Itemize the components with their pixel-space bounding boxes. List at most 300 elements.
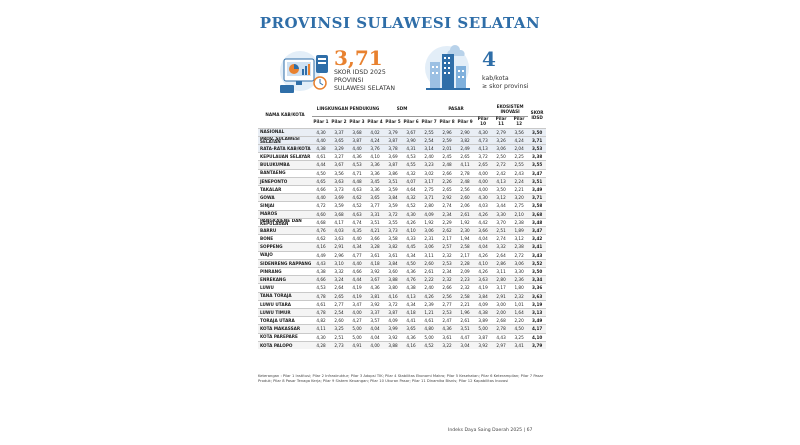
pillar-value: 4,19 (348, 284, 366, 292)
pillar-value: 3,78 (384, 144, 402, 152)
pillar-value: 3,61 (384, 251, 402, 259)
group-header: SDM (384, 104, 420, 116)
pillar-value: 2,51 (492, 226, 510, 234)
pillar-header: Pilar 10 (477, 116, 489, 126)
pillar-value: 3,51 (384, 177, 402, 185)
page-title: PROVINSI SULAWESI SELATAN (259, 14, 541, 32)
pillar-value: 4,10 (474, 259, 492, 267)
table-row (258, 267, 546, 275)
table-row (258, 292, 546, 300)
pillar-value: 2,56 (456, 185, 474, 193)
pillar-value: 2,17 (456, 251, 474, 259)
pillar-value: 2,24 (510, 177, 528, 185)
pillar-value: 2,32 (510, 292, 528, 300)
pillar-value: 4,73 (474, 136, 492, 144)
pillar-value: 4,09 (420, 210, 438, 218)
pillar-value: 2,22 (420, 276, 438, 284)
pillar-value: 4,31 (402, 144, 420, 152)
pillar-value: 4,27 (348, 317, 366, 325)
pillar-value: 3,69 (330, 194, 348, 202)
pillar-value: 4,32 (402, 194, 420, 202)
pillar-value: 4,82 (312, 317, 330, 325)
pillar-value: 4,61 (420, 317, 438, 325)
pillar-value: 1,96 (456, 308, 474, 316)
region-name: KEPULAUAN SELAYAR (260, 153, 311, 159)
idsd-score-value: 3,19 (528, 300, 546, 308)
pillar-value: 3,06 (510, 259, 528, 267)
pillar-value: 4,13 (402, 292, 420, 300)
pillar-value: 2,47 (438, 317, 456, 325)
pillar-value: 3,92 (474, 341, 492, 349)
pillar-value: 4,34 (402, 300, 420, 308)
pillar-value: 4,02 (366, 128, 384, 136)
pillar-value: 3,10 (330, 259, 348, 267)
pillar-value: 4,38 (474, 308, 492, 316)
idsd-score-value: 3,41 (528, 243, 546, 251)
idsd-score-value: 3,34 (528, 276, 546, 284)
pillar-value: 3,32 (492, 243, 510, 251)
pillar-value: 4,18 (402, 308, 420, 316)
table-row (258, 218, 546, 226)
pillar-value: 4,38 (312, 267, 330, 275)
pillar-value: 4,71 (348, 169, 366, 177)
region-name: BARRU (258, 226, 312, 234)
pillar-value: 4,26 (474, 251, 492, 259)
pillar-value: 2,74 (492, 235, 510, 243)
pillar-value: 4,47 (456, 333, 474, 341)
pillar-value: 4,53 (402, 153, 420, 161)
pillar-value: 4,10 (402, 226, 420, 234)
pillar-value: 4,00 (474, 177, 492, 185)
pillar-value: 1,21 (420, 308, 438, 316)
pillar-value: 2,31 (420, 235, 438, 243)
pillar-header: Pilar 3 (349, 118, 365, 124)
pillar-value: 1,92 (456, 218, 474, 226)
pillar-value: 4,36 (402, 267, 420, 275)
region-name: TORAJA UTARA (258, 317, 312, 325)
pillar-value: 4,78 (312, 308, 330, 316)
pillar-value: 2,65 (474, 161, 492, 169)
pillar-value: 3,29 (330, 144, 348, 152)
pillar-value: 2,91 (330, 243, 348, 251)
pillar-value: 3,23 (420, 161, 438, 169)
pillar-value: 4,04 (366, 325, 384, 333)
pillar-value: 3,14 (420, 144, 438, 152)
idsd-score-value: 3,63 (528, 292, 546, 300)
pillar-value: 2,51 (330, 333, 348, 341)
pillar-value: 4,11 (456, 161, 474, 169)
table-row (258, 325, 546, 333)
region-name: WAJO (258, 251, 312, 259)
pillar-value: 3,56 (330, 169, 348, 177)
idsd-score-label (334, 69, 424, 93)
pillar-value: 4,19 (474, 284, 492, 292)
region-name: PINRANG (258, 267, 312, 275)
pillar-value: 4,80 (420, 325, 438, 333)
pillar-value: 4,10 (366, 153, 384, 161)
pillar-value: 2,17 (438, 235, 456, 243)
pillar-value: 2,78 (492, 325, 510, 333)
idsd-score-value: 3,13 (528, 308, 546, 316)
pillar-value: 3,84 (474, 292, 492, 300)
pillar-value: 4,38 (402, 284, 420, 292)
pillar-value: 4,52 (348, 202, 366, 210)
pillar-value: 2,64 (492, 251, 510, 259)
pillar-value: 3,30 (492, 210, 510, 218)
pillar-value: 4,66 (312, 185, 330, 193)
table-row (258, 251, 546, 259)
pillar-value: 3,31 (366, 210, 384, 218)
idsd-score-value: 3,68 (528, 210, 546, 218)
table-row (258, 136, 546, 144)
pillar-value: 3,50 (492, 185, 510, 193)
pillar-value: 3,37 (330, 128, 348, 136)
pillar-value: 2,65 (330, 292, 348, 300)
pillar-value: 4,26 (420, 292, 438, 300)
pillar-value: 4,24 (366, 136, 384, 144)
region-name: MAROS (258, 210, 312, 218)
table-row (258, 177, 546, 185)
pillar-value: 2,53 (438, 259, 456, 267)
pillar-value: 2,75 (510, 202, 528, 210)
table-row (258, 226, 546, 234)
score-label-line: PROVINSI (334, 77, 364, 84)
table-row (258, 202, 546, 210)
pillar-value: 3,20 (510, 194, 528, 202)
data-analytics-icon (276, 45, 332, 97)
pillar-value: 3,77 (366, 202, 384, 210)
pillar-value: 2,78 (456, 169, 474, 177)
pillar-value: 2,56 (438, 292, 456, 300)
pillar-value: 4,63 (348, 210, 366, 218)
pillar-value: 2,32 (456, 284, 474, 292)
group-header: EKOSISTEM INOVASI (492, 104, 528, 116)
idsd-score-value: 3,50 (528, 267, 546, 275)
pillar-value: 4,40 (348, 259, 366, 267)
pillar-value: 2,01 (438, 144, 456, 152)
pillar-value: 3,67 (402, 128, 420, 136)
pillar-value: 5,00 (348, 325, 366, 333)
pillar-value: 3,81 (366, 292, 384, 300)
pillar-value: 2,55 (420, 128, 438, 136)
pillar-value: 2,34 (438, 267, 456, 275)
idsd-score-value: 3,47 (528, 226, 546, 234)
pillar-value: 3,84 (384, 194, 402, 202)
pillar-value: 2,96 (330, 251, 348, 259)
pillar-value: 4,04 (366, 333, 384, 341)
idsd-score-value: 3,51 (528, 177, 546, 185)
pillar-value: 3,73 (384, 226, 402, 234)
pillar-value: 2,04 (510, 144, 528, 152)
pillar-value: 3,87 (384, 136, 402, 144)
pillar-value: 3,25 (510, 333, 528, 341)
pillar-value: 3,37 (366, 308, 384, 316)
pillar-value: 2,20 (510, 317, 528, 325)
pillar-value: 2,79 (492, 128, 510, 136)
region-name: SOPPENG (258, 243, 312, 251)
pillar-value: 4,55 (402, 161, 420, 169)
pillar-value: 4,18 (366, 259, 384, 267)
pillar-value: 3,69 (384, 153, 402, 161)
pillar-value: 4,36 (402, 333, 420, 341)
pillar-value: 3,68 (330, 210, 348, 218)
pillar-value: 4,34 (348, 243, 366, 251)
pillar-value: 4,49 (312, 251, 330, 259)
pillar-value: 4,43 (312, 259, 330, 267)
region-name: RATA-RATA KAB/KOTA (260, 145, 311, 151)
pillar-value: 3,65 (330, 136, 348, 144)
pillar-value: 2,54 (330, 308, 348, 316)
pillar-value: 4,36 (348, 153, 366, 161)
pillar-value: 4,61 (312, 153, 330, 161)
pillar-value: 2,29 (438, 218, 456, 226)
pillar-value: 3,92 (366, 300, 384, 308)
pillar-value: 2,45 (438, 153, 456, 161)
pillar-value: 3,51 (456, 325, 474, 333)
pillar-value: 3,57 (366, 317, 384, 325)
table-row (258, 210, 546, 218)
pillar-value: 2,80 (492, 276, 510, 284)
pillar-value: 4,50 (510, 325, 528, 333)
group-header: PASAR (420, 104, 492, 116)
pillar-value: 4,65 (312, 177, 330, 185)
pillar-value: 3,06 (420, 226, 438, 234)
pillar-value: 2,38 (510, 218, 528, 226)
pillar-value: 4,26 (474, 267, 492, 275)
pillar-value: 4,43 (492, 333, 510, 341)
pillar-value: 2,80 (420, 202, 438, 210)
pillar-value: 3,58 (384, 235, 402, 243)
pillar-value: 3,36 (366, 161, 384, 169)
pillar-value: 4,62 (348, 194, 366, 202)
pillar-value: 4,48 (348, 177, 366, 185)
table-row (258, 161, 546, 169)
pillar-value: 2,62 (438, 226, 456, 234)
pillar-value: 4,91 (348, 341, 366, 349)
pillar-value: 4,40 (312, 136, 330, 144)
pillar-value: 3,65 (366, 194, 384, 202)
idsd-score-value: 3,71 (334, 46, 383, 70)
pillar-value: 4,53 (312, 284, 330, 292)
pillar-value: 3,59 (384, 202, 402, 210)
pillar-value: 3,80 (384, 284, 402, 292)
pillar-value: 3,87 (348, 136, 366, 144)
group-header: LINGKUNGAN PENDUKUNG (312, 104, 384, 116)
pillar-value: 4,16 (312, 243, 330, 251)
pillar-value: 2,77 (438, 300, 456, 308)
pillar-value: 3,72 (384, 210, 402, 218)
pillar-value: 3,99 (384, 325, 402, 333)
pillar-value: 4,66 (312, 276, 330, 284)
table-row (258, 300, 546, 308)
idsd-score-value: 3,50 (528, 128, 546, 136)
pillar-value: 3,92 (384, 333, 402, 341)
region-name: KOTA MAKASSAR (258, 325, 312, 333)
pillar-value: 2,55 (510, 161, 528, 169)
pillar-value: 4,13 (474, 144, 492, 152)
idsd-score-value: 4,17 (528, 325, 546, 333)
pillar-value: 3,63 (330, 235, 348, 243)
pillar-value: 3,63 (474, 276, 492, 284)
pillar-value: 3,92 (366, 267, 384, 275)
pillar-value: 2,75 (420, 185, 438, 193)
pillar-value: 4,53 (348, 161, 366, 169)
pillar-value: 4,00 (348, 308, 366, 316)
region-name: ENREKANG (258, 276, 312, 284)
pillar-value: 2,32 (438, 251, 456, 259)
pillar-value: 4,26 (402, 218, 420, 226)
region-name: LUWU (258, 284, 312, 292)
pillar-value: 2,66 (438, 284, 456, 292)
pillar-value: 4,36 (438, 325, 456, 333)
pillar-value: 4,09 (384, 317, 402, 325)
pillar-value: 4,13 (492, 177, 510, 185)
pillar-value: 3,32 (330, 267, 348, 275)
region-name: BONE (258, 235, 312, 243)
score-label-line: SULAWESI SELATAN (334, 85, 396, 92)
pillar-value: 3,47 (348, 300, 366, 308)
pillar-value: 2,92 (438, 194, 456, 202)
pillar-value: 2,40 (420, 153, 438, 161)
pillar-value: 2,68 (492, 317, 510, 325)
pillar-value: 2,36 (510, 276, 528, 284)
pillar-value: 3,59 (330, 202, 348, 210)
pillar-value: 4,50 (312, 169, 330, 177)
idsd-score-value: 3,38 (528, 153, 546, 161)
region-name: TANA TORAJA (258, 292, 312, 300)
pillar-value: 2,60 (420, 259, 438, 267)
pillar-value: 4,03 (474, 202, 492, 210)
pillar-value: 2,28 (456, 259, 474, 267)
pillar-value: 4,44 (348, 276, 366, 284)
pillar-value: 2,91 (492, 292, 510, 300)
pillar-value: 3,72 (384, 300, 402, 308)
pillar-value: 2,40 (420, 284, 438, 292)
pillar-value: 3,11 (492, 267, 510, 275)
pillar-value: 4,19 (348, 292, 366, 300)
pillar-value: 4,62 (312, 235, 330, 243)
idsd-score-value: 3,58 (528, 202, 546, 210)
pillar-value: 2,58 (456, 243, 474, 251)
pillar-value: 4,40 (348, 144, 366, 152)
pillar-value: 3,12 (510, 235, 528, 243)
idsd-score-value: 3,36 (528, 284, 546, 292)
pillar-value: 2,43 (510, 169, 528, 177)
pillar-value: 3,70 (492, 218, 510, 226)
pillar-value: 1,80 (510, 284, 528, 292)
pillar-value: 3,00 (492, 300, 510, 308)
pillar-value: 2,48 (438, 161, 456, 169)
table-row (258, 259, 546, 267)
region-name: SINJAI (258, 202, 312, 210)
pillar-value: 2,60 (456, 194, 474, 202)
pillar-value: 4,72 (312, 202, 330, 210)
pillar-value: 3,25 (330, 325, 348, 333)
pillar-value: 4,26 (474, 210, 492, 218)
pillar-value: 3,79 (384, 128, 402, 136)
pillar-value: 3,63 (330, 177, 348, 185)
pillar-value: 2,21 (510, 185, 528, 193)
pillar-value: 1,01 (510, 300, 528, 308)
pillar-value: 3,17 (492, 284, 510, 292)
pillar-value: 2,61 (456, 317, 474, 325)
pillar-value: 4,40 (348, 235, 366, 243)
table-row (258, 128, 546, 136)
pillar-value: 4,30 (312, 128, 330, 136)
table-row (258, 194, 546, 202)
pillar-value: 4,24 (510, 136, 528, 144)
region-name: KOTA PAREPARE (258, 333, 312, 341)
pillar-header: Pilar 9 (457, 118, 473, 124)
pillar-value: 3,11 (420, 251, 438, 259)
pillar-value: 4,00 (474, 169, 492, 177)
idsd-score-value: 3,53 (528, 144, 546, 152)
pillar-value: 3,02 (420, 169, 438, 177)
pillar-value: 4,45 (402, 243, 420, 251)
pillar-header: Pilar 6 (403, 118, 419, 124)
pillar-value: 3,59 (384, 185, 402, 193)
pillar-value: 4,21 (366, 226, 384, 234)
pillar-value: 4,60 (312, 210, 330, 218)
pillar-value: 3,17 (420, 177, 438, 185)
pillar-header: Pilar 7 (421, 118, 437, 124)
kabkota-count-value: 4 (482, 47, 496, 71)
pillar-value: 4,61 (312, 300, 330, 308)
idsd-table (258, 104, 546, 349)
pillar-value: 3,82 (456, 136, 474, 144)
pillar-value: 4,00 (366, 341, 384, 349)
pillar-value: 2,09 (456, 267, 474, 275)
pillar-value: 3,66 (474, 226, 492, 234)
table-row (258, 243, 546, 251)
region-name: GOWA (258, 194, 312, 202)
idsd-score-value: 3,42 (528, 235, 546, 243)
pillar-value: 2,90 (456, 128, 474, 136)
table-row (258, 169, 546, 177)
pillar-value: 2,66 (438, 169, 456, 177)
pillar-value: 4,44 (312, 161, 330, 169)
table-notes: Keterangan : Pilar 1 Institusi; Pilar 2 Infrastruktur; Pilar 3 Adopsi TIK; Pilar 4 Stabilitas Ekonomi Makro; Pilar 5 Kesehatan; Pilar 6 Keterampilan; Pilar 7 Pasar Produk; Pilar 8 Pasar Tenaga Kerja; Pilar 9 Sistem Keuangan; Pilar 10 Ukuran Pasar; Pilar 11 Dinamika Bisnis; Pilar 12 Kapabilitas Inovasi (258, 374, 544, 383)
pillar-value: 4,52 (402, 202, 420, 210)
idsd-score-value: 4,10 (528, 333, 546, 341)
pillar-header: Pilar 8 (439, 118, 455, 124)
pillar-value: 4,30 (402, 210, 420, 218)
pillar-value: 2,49 (456, 144, 474, 152)
city-buildings-icon (420, 42, 474, 92)
pillar-value: 2,61 (456, 210, 474, 218)
table-row (258, 144, 546, 152)
table-row (258, 317, 546, 325)
pillar-value: 2,25 (510, 153, 528, 161)
pillar-value: 1,94 (456, 235, 474, 243)
pillar-value: 2,10 (510, 210, 528, 218)
table-row (258, 333, 546, 341)
pillar-value: 2,97 (492, 341, 510, 349)
pillar-value: 4,32 (402, 169, 420, 177)
pillar-value: 2,72 (510, 251, 528, 259)
pillar-value: 2,50 (492, 153, 510, 161)
table-row (258, 185, 546, 193)
pillar-value: 3,61 (438, 333, 456, 341)
score-column-header: SKOR IDSD (530, 110, 544, 120)
pillar-value: 2,77 (330, 300, 348, 308)
pillar-value: 3,28 (366, 243, 384, 251)
pillar-value: 3,41 (510, 341, 528, 349)
pillar-value: 3,73 (330, 185, 348, 193)
pillar-value: 5,00 (420, 333, 438, 341)
pillar-value: 4,17 (330, 218, 348, 226)
pillar-value: 4,16 (384, 292, 402, 300)
